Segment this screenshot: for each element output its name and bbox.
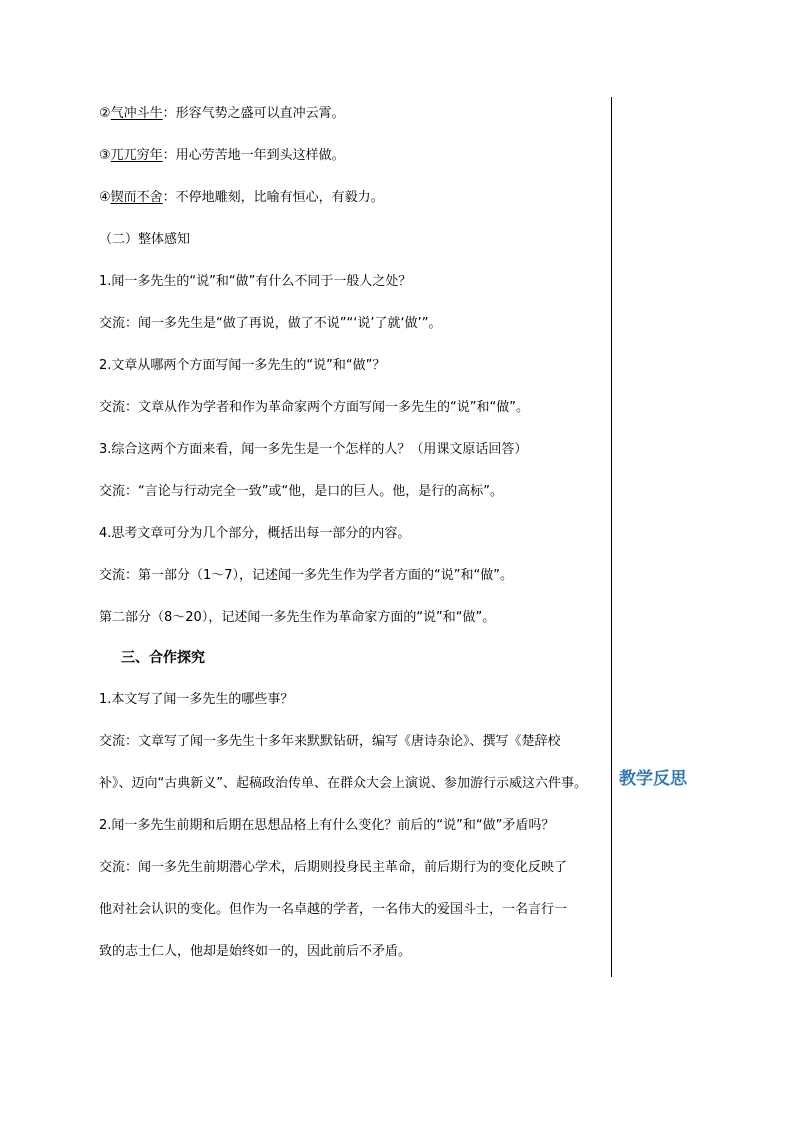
cooperative-answer-2-line-2: 他对社会认识的变化。但作为一名卓越的学者，一名伟大的爱国斗士，一名言行一: [99, 902, 568, 917]
vocab-definition: ：形容气势之盛可以直冲云霄。: [162, 106, 345, 121]
answer-4-line-1: 交流：第一部分（1～7），记述闻一多先生作为学者方面的“说”和“做”。: [99, 568, 513, 583]
vocab-definition: ：不停地雕刻，比喻有恒心，有毅力。: [162, 190, 384, 205]
section-heading-cooperative: 三、合作探究: [121, 650, 205, 666]
vocab-item: [99, 104, 345, 124]
cooperative-answer-1-line-2: 补》、迈向“古典新义”、起稿政治传单、在群众大会上演说、参加游行示威这六件事。: [99, 776, 587, 791]
vocab-term: 兀兀穷年: [110, 148, 163, 163]
cooperative-answer-2-line-3: 致的志士仁人，他却是始终如一的，因此前后不矛盾。: [99, 944, 412, 959]
vocab-number: ③: [99, 148, 111, 163]
vocab-term: 气冲斗牛: [110, 106, 163, 121]
cooperative-answer-2-line-1: 交流：闻一多先生前期潜心学术，后期则投身民主革命，前后期行为的变化反映了: [99, 860, 568, 875]
answer-2: 交流：文章从作为学者和作为革命家两个方面写闻一多先生的“说”和“做”。: [99, 400, 529, 415]
vocab-definition: ：用心劳苦地一年到头这样做。: [162, 148, 345, 163]
cooperative-answer-1-line-1: 交流：文章写了闻一多先生十多年来默默钻研，编写《唐诗杂论》、撰写《楚辞校: [99, 734, 561, 749]
answer-3: 交流：“言论与行动完全一致”或“他，是口的巨人。他，是行的高标”。: [99, 484, 503, 499]
question-2: 2.文章从哪两个方面写闻一多先生的“说”和“做”？: [99, 358, 386, 373]
column-divider: [611, 97, 612, 977]
vocab-item: [99, 188, 384, 208]
section-heading-overall: （二）整体感知: [99, 232, 191, 247]
answer-4-line-2: 第二部分（8～20），记述闻一多先生作为革命家方面的“说”和“做”。: [99, 610, 496, 625]
teaching-reflection-title: 教学反思: [619, 769, 687, 789]
vocab-number: ④: [99, 190, 111, 205]
vocab-number: ②: [99, 106, 111, 121]
question-1: 1.闻一多先生的“说”和“做”有什么不同于一般人之处？: [99, 274, 412, 289]
cooperative-question-1: 1.本文写了闻一多先生的哪些事？: [99, 692, 294, 707]
question-4: 4.思考文章可分为几个部分，概括出每一部分的内容。: [99, 526, 411, 541]
question-3: 3.综合这两个方面来看，闻一多先生是一个怎样的人？（用课文原话回答）: [99, 442, 528, 457]
answer-1: 交流：闻一多先生是“做了再说，做了不说”“‘说’了就‘做’”。: [99, 316, 442, 331]
vocab-term: 锲而不舍: [110, 190, 163, 205]
vocab-item: [99, 146, 345, 166]
cooperative-question-2: 2.闻一多先生前期和后期在思想品格上有什么变化？前后的“说”和“做”矛盾吗？: [99, 818, 555, 833]
